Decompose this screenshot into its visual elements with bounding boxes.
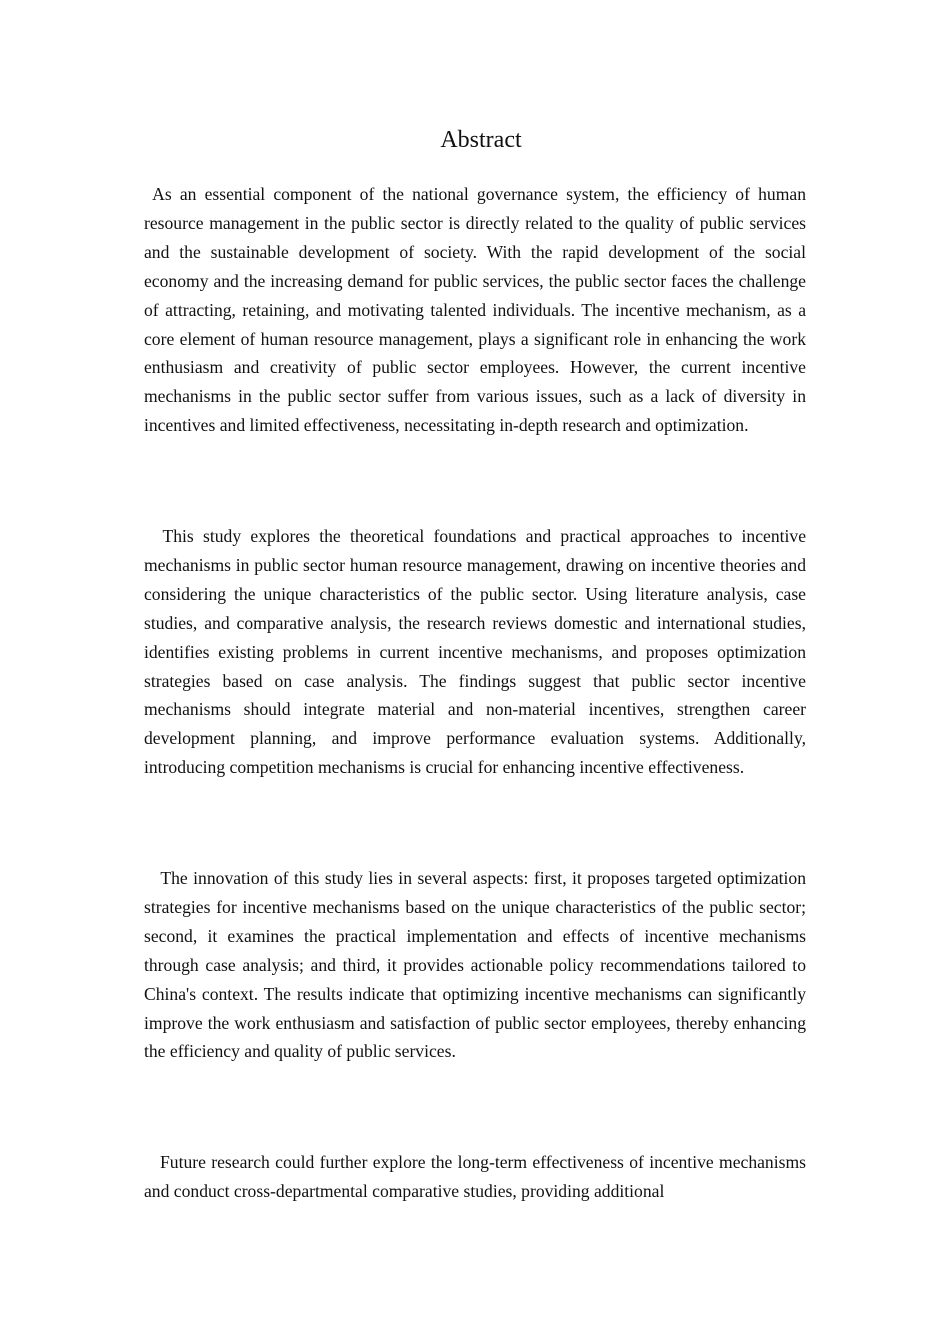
abstract-paragraph-4: Future research could further explore the long-term effectiveness of incentive mechanisms and conduct cross-departmental comparative studies, providing additional: [144, 1152, 811, 1201]
abstract-paragraph-1: As an essential component of the national governance system, the efficiency of human resource management in the public sector is directly related to the quality of public services and the sustainable development of society. With the rapid development of the social economy and the increasing demand for public services, the public sector faces the challenge of attracting, retaining, and motivating talented individuals. The incentive mechanism, as a core element of human resource management, plays a significant role in enhancing the work enthusiasm and creativity of public sector employees. However, the current incentive mechanisms in the public sector suffer from various issues, such as a lack of diversity in incentives and limited effectiveness, necessitating in-depth research and optimization.: [144, 184, 811, 436]
abstract-paragraph-3: The innovation of this study lies in several aspects: first, it proposes targeted optimization strategies for incentive mechanisms based on the unique characteristics of the public sector; second, it examines the practical implementation and effects of incentive mechanisms through case analysis; and third, it provides actionable policy recommendations tailored to China's context. The results indicate that optimizing incentive mechanisms can significantly improve the work enthusiasm and satisfaction of public sector employees, thereby enhancing the efficiency and quality of public services.: [144, 868, 811, 1062]
abstract-paragraph-2: This study explores the theoretical foundations and practical approaches to incentive mechanisms in public sector human resource management, drawing on incentive theories and considering the unique characteristics of the public sector. Using literature analysis, case studies, and comparative analysis, the research reviews domestic and international studies, identifies existing problems in current incentive mechanisms, and proposes optimization strategies based on case analysis. The findings suggest that public sector incentive mechanisms should integrate material and non-material incentives, strengthen career development planning, and improve performance evaluation systems. Additionally, introducing competition mechanisms is crucial for enhancing incentive effectiveness.: [144, 526, 811, 778]
page-title: Abstract: [440, 127, 522, 153]
